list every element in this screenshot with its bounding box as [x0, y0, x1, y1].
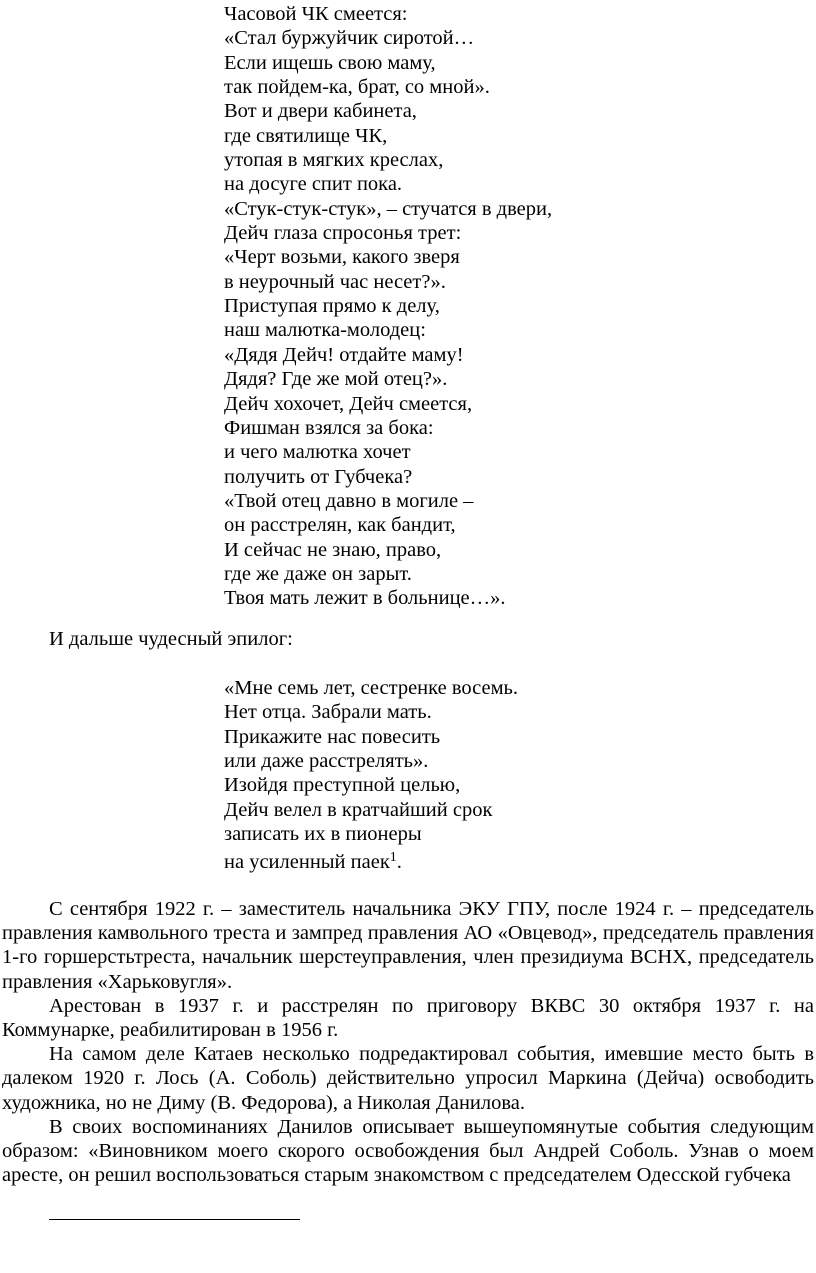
verse-line: «Мне семь лет, сестренке восемь. — [224, 677, 519, 699]
verse-line: на досуге спит пока. — [224, 173, 403, 196]
verse-line: Если ищешь свою маму, — [224, 51, 436, 74]
footnote-separator — [49, 1219, 300, 1220]
verse-line: Фишман взялся за бока: — [224, 416, 434, 439]
verse-line: Прикажите нас повесить — [224, 725, 441, 748]
verse-line: И сейчас не знаю, право, — [224, 538, 442, 561]
verse-line: Дейч хохочет, Дейч смеется, — [224, 392, 473, 415]
verse-line-end: . — [396, 851, 402, 874]
verse-line: утопая в мягких креслах, — [224, 149, 444, 172]
poem-stanza-2 — [224, 676, 518, 875]
verse-line: получить от Губчека? — [224, 465, 413, 488]
verse-line: Нет отца. Забрали мать. — [224, 701, 432, 724]
verse-line: «Стук-стук-стук», – стучатся в двери, — [224, 197, 553, 220]
paragraph: В своих воспоминаниях Данилов описывает вышеупомянутые события следующим образом: «Виновником моего скорого освобождения был Андрей Соболь. Узнав о моем аресте, он решил воспользоваться старым знакомством с председателем Одесской губчека — [2, 1115, 814, 1187]
verse-line: Приступая прямо к делу, — [224, 295, 440, 318]
verse-line: Изойдя преступной целью, — [224, 774, 461, 797]
verse-line-text: на усиленный паек — [224, 851, 390, 874]
verse-line: он расстрелян, как бандит, — [224, 514, 456, 537]
footnote-reference[interactable]: 1 — [389, 850, 397, 866]
paragraph: На самом деле Катаев несколько подредактировал события, имевшие место быть в далеком 1920 г. Лось (А. Соболь) действительно упросил Маркина (Дейча) освободить художника, но не Диму (В. Федорова), а Николая Данилова. — [2, 1043, 814, 1114]
paragraph: Арестован в 1937 г. и расстрелян по приговору ВКВС 30 октября 1937 г. на Коммунарке, реабилитирован в 1956 г. — [2, 994, 814, 1042]
verse-line: Дейч глаза спросонья трет: — [224, 222, 462, 245]
body-text — [2, 897, 814, 1187]
epilogue-intro: И дальше чудесный эпилог: — [49, 628, 293, 650]
verse-line: где же даже он зарыт. — [224, 562, 412, 585]
verse-line: Дядя? Где же мой отец?». — [224, 368, 448, 391]
verse-line: так пойдем-ка, брат, со мной». — [224, 76, 490, 99]
verse-line: Часовой ЧК смеется: — [224, 3, 408, 25]
verse-line: в неурочный час несет?». — [224, 270, 446, 293]
paragraph: С сентября 1922 г. – заместитель начальника ЭКУ ГПУ, после 1924 г. – председатель правления камвольного треста и зампред правления АО «Овцевод», председатель правления 1-го горшерстьтреста, начальник шерстеуправления, член президиума ВСНХ, председатель правления «Харьковугля». — [2, 898, 814, 993]
verse-line: «Черт возьми, какого зверя — [224, 246, 460, 269]
verse-line: «Стал буржуйчик сиротой… — [224, 27, 475, 50]
verse-line: наш малютка-молодец: — [224, 319, 426, 342]
verse-line: Твоя мать лежит в больнице…». — [224, 587, 506, 610]
verse-line: Вот и двери кабинета, — [224, 100, 417, 123]
verse-line: или даже расстрелять». — [224, 750, 429, 773]
verse-line: где святилище ЧК, — [224, 124, 388, 147]
verse-line — [224, 846, 518, 874]
verse-line: и чего малютка хочет — [224, 441, 411, 464]
verse-line: записать их в пионеры — [224, 823, 422, 846]
verse-line: «Дядя Дейч! отдайте маму! — [224, 343, 464, 366]
verse-line: «Твой отец давно в могиле – — [224, 489, 474, 512]
poem-stanza-1 — [224, 2, 552, 611]
verse-line: Дейч велел в кратчайший срок — [224, 798, 493, 821]
